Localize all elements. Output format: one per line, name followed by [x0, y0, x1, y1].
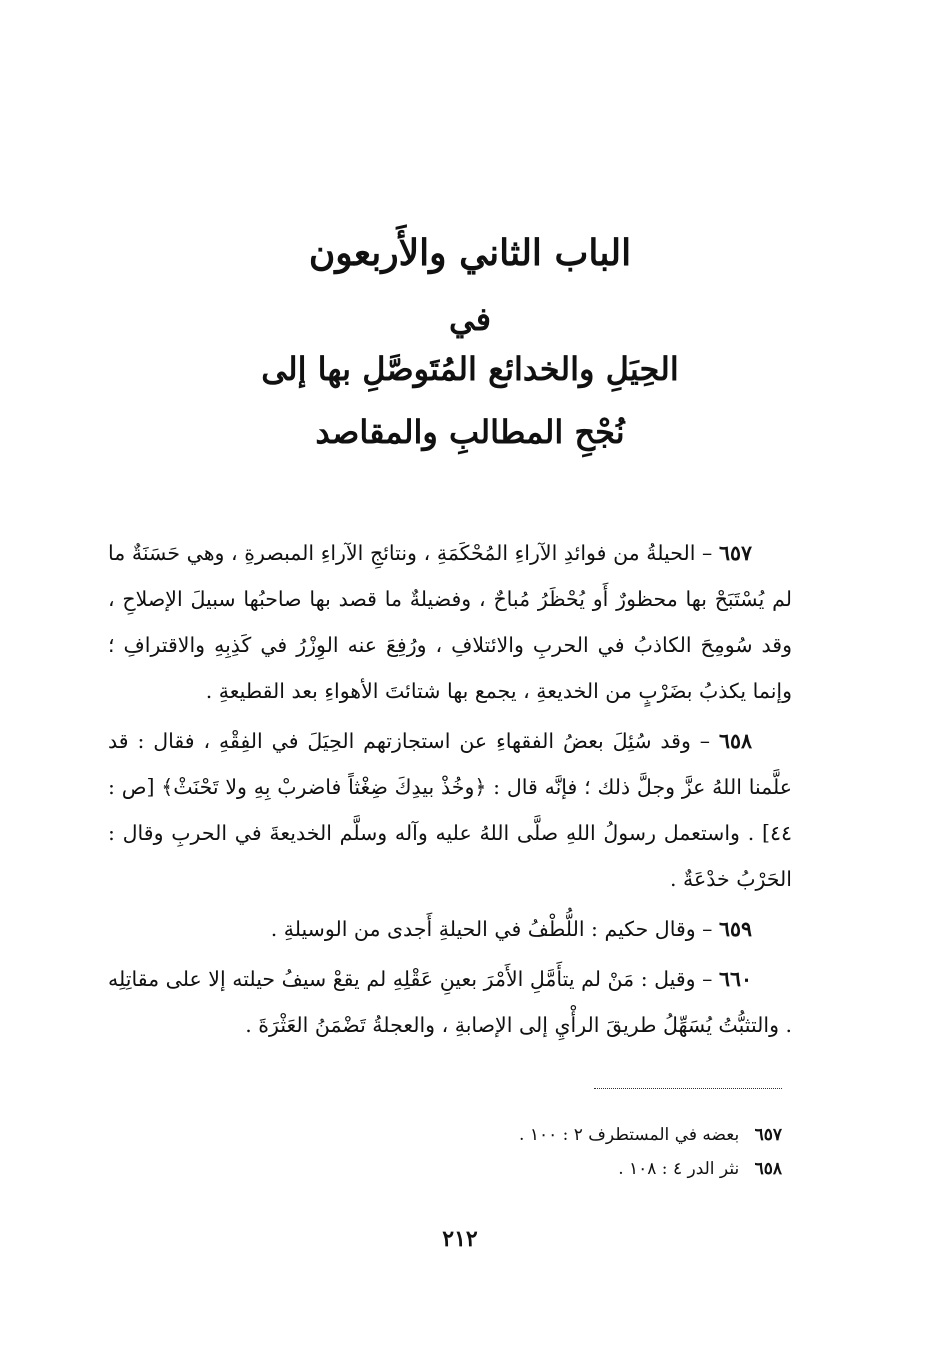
paragraph-number: ٦٥٧: [718, 541, 752, 565]
paragraph-number: ٦٦٠: [718, 967, 752, 991]
paragraph-660: [108, 956, 792, 1048]
footnote-text: نثر الدر ٤ : ١٠٨ .: [618, 1159, 740, 1179]
paragraph-text: – الحيلةُ من فوائدِ الآراءِ المُحْكَمَةِ ، ونتائجِ الآراءِ المبصرةِ ، وهي حَسَنَةٌ ما لم يُسْتَبَحْ بها محظورٌ أَو يُحْظَرُ مُباحٌ ، وفضيلةٌ ما قصد بها صاحبُها سبيلَ الإصلاحِ ، وقد سُومِحَ الكاذبُ في الحربِ والائتلافِ ، ورُفِعَ عنه الوِزْرُ في كَذِبِهِ والاقترافِ ؛ وإنما يكذبُ بضَرْبٍ من الخديعةِ ، يجمع بها شتائتَ الأهواءِ بعد القطيعةِ .: [108, 541, 792, 703]
footnote-separator: [594, 1088, 782, 1089]
paragraph-number: ٦٥٩: [718, 917, 752, 941]
chapter-title-line-3: الحِيَلِ والخدائع المُتَوصَّلِ بها إلى: [261, 350, 679, 388]
footnotes: [420, 1118, 782, 1186]
paragraph-657: [108, 530, 792, 714]
footnote-text: بعضه في المستطرف ٢ : ١٠٠ .: [519, 1125, 740, 1145]
footnote-657: [420, 1118, 782, 1152]
paragraph-658: [108, 718, 792, 902]
body-text: [108, 530, 792, 1052]
paragraph-659: [108, 906, 792, 952]
paragraph-number: ٦٥٨: [718, 729, 752, 753]
footnote-number: ٦٥٧: [754, 1125, 782, 1145]
paragraph-text: – وقد سُئِلَ بعضُ الفقهاءِ عن استجازتهم الحِيَلَ في الفِقْهِ ، فقال : قد علَّمنا اللهُ عزَّ وجلَّ ذلك ؛ فإنَّه قال : ﴿وخُذْ بيدِكَ ضِغْثاً فاضربْ بِهِ ولا تَحْنَثْ﴾ [ص : ٤٤] . واستعمل رسولُ اللهِ صلَّى اللهُ عليه وآله وسلَّم الخديعةَ في الحربِ وقال : الحَرْبُ خدْعَةٌ .: [108, 729, 792, 891]
chapter-title-line-1: الباب الثاني والأَربعون: [308, 232, 632, 274]
chapter-title-line-4: نُجْحِ المطالبِ والمقاصد: [315, 413, 625, 451]
chapter-title-line-2: في: [449, 300, 491, 338]
paragraph-text: – وقيل : مَنْ لم يتأَمَّلِ الأَمْرَ بعينِ عَقْلِهِ لم يقعْ سيفُ حيلته إلا على مقاتِلِه . والتثبُّتُ يُسَهِّلُ طريقَ الرأْيِ إلى الإصابةِ ، والعجلةُ تَضْمَنُ العَثْرَةَ .: [108, 967, 792, 1037]
footnote-658: [420, 1152, 782, 1186]
paragraph-text: – وقال حكيم : اللُّطْفُ في الحيلةِ أَجدى من الوسيلةِ .: [270, 917, 713, 941]
footnote-number: ٦٥٨: [754, 1159, 782, 1179]
page-number: ٢١٢: [442, 1226, 478, 1252]
